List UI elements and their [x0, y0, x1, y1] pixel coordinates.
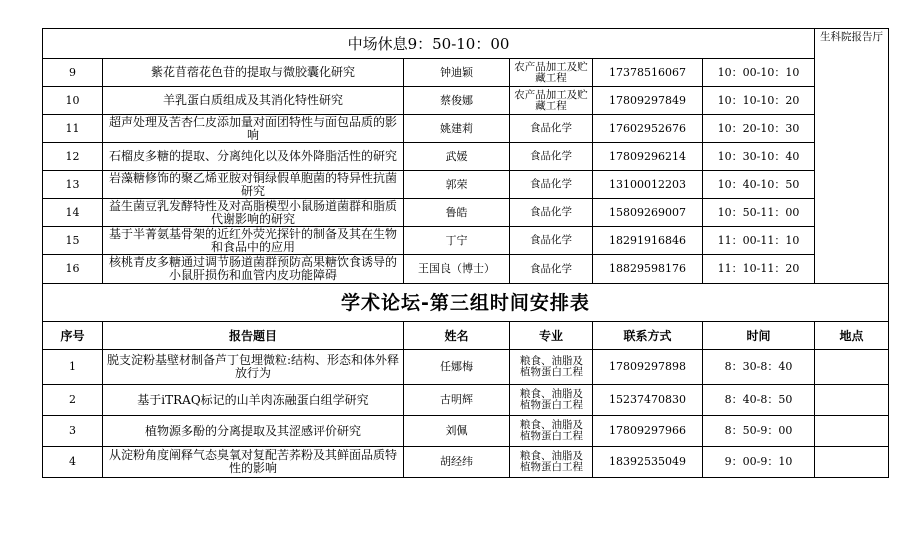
row-number: 4	[43, 447, 103, 478]
report-topic: 羊乳蛋白质组成及其消化特性研究	[103, 87, 404, 115]
presenter-name: 任娜梅	[404, 350, 510, 385]
presenter-name: 钟迪颖	[404, 59, 510, 87]
report-topic: 植物源多酚的分离提取及其涩感评价研究	[103, 416, 404, 447]
section-heading-row	[43, 284, 889, 322]
time-slot: 11：00-11：10	[703, 227, 815, 255]
presenter-name: 姚建莉	[404, 115, 510, 143]
major: 农产品加工及贮藏工程	[510, 59, 593, 87]
row-number: 13	[43, 171, 103, 199]
report-topic: 石榴皮多糖的提取、分离纯化以及体外降脂活性的研究	[103, 143, 404, 171]
row-number: 14	[43, 199, 103, 227]
column-header-topic: 报告题目	[103, 322, 404, 350]
report-topic: 紫花苜蓿花色苷的提取与微胶囊化研究	[103, 59, 404, 87]
contact-phone: 17809297849	[593, 87, 703, 115]
table-row	[43, 255, 889, 284]
section-heading: 学术论坛-第三组时间安排表	[43, 284, 889, 322]
row-number: 1	[43, 350, 103, 385]
time-slot: 11：10-11：20	[703, 255, 815, 284]
major: 粮食、油脂及植物蛋白工程	[510, 416, 593, 447]
time-slot: 10：30-10：40	[703, 143, 815, 171]
column-header-venue: 地点	[815, 322, 889, 350]
venue-cell	[815, 416, 889, 447]
table-row	[43, 87, 889, 115]
time-slot: 10：40-10：50	[703, 171, 815, 199]
row-number: 2	[43, 385, 103, 416]
break-row	[43, 29, 889, 59]
contact-phone: 17809296214	[593, 143, 703, 171]
time-slot: 10：50-11：00	[703, 199, 815, 227]
major: 食品化学	[510, 115, 593, 143]
row-number: 3	[43, 416, 103, 447]
time-slot: 8：50-9：00	[703, 416, 815, 447]
table-row	[43, 227, 889, 255]
table-row	[43, 199, 889, 227]
time-slot: 8：40-8：50	[703, 385, 815, 416]
time-slot: 8：30-8：40	[703, 350, 815, 385]
column-header-name: 姓名	[404, 322, 510, 350]
report-topic: 基于半菁氨基骨架的近红外荧光探针的制备及其在生物和食品中的应用	[103, 227, 404, 255]
time-slot: 10：10-10：20	[703, 87, 815, 115]
row-number: 12	[43, 143, 103, 171]
table-row	[43, 143, 889, 171]
report-topic: 从淀粉角度阐释气态臭氧对复配苦荞粉及其鲜面品质特性的影响	[103, 447, 404, 478]
table-row	[43, 59, 889, 87]
report-topic: 脱支淀粉基壁材制备芦丁包埋微粒:结构、形态和体外释放行为	[103, 350, 404, 385]
schedule-table	[42, 28, 889, 478]
major: 食品化学	[510, 199, 593, 227]
contact-phone: 13100012203	[593, 171, 703, 199]
presenter-name: 蔡俊娜	[404, 87, 510, 115]
table-row	[43, 447, 889, 478]
schedule-body	[43, 29, 889, 478]
venue-cell: 生科院报告厅	[815, 29, 889, 284]
major: 食品化学	[510, 143, 593, 171]
row-number: 16	[43, 255, 103, 284]
break-text: 中场休息9：50-10：00	[43, 29, 815, 59]
row-number: 15	[43, 227, 103, 255]
table-row	[43, 350, 889, 385]
contact-phone: 15237470830	[593, 385, 703, 416]
presenter-name: 丁宁	[404, 227, 510, 255]
venue-cell	[815, 447, 889, 478]
venue-cell	[815, 385, 889, 416]
major: 粮食、油脂及植物蛋白工程	[510, 385, 593, 416]
major: 农产品加工及贮藏工程	[510, 87, 593, 115]
column-header-major: 专业	[510, 322, 593, 350]
presenter-name: 武媛	[404, 143, 510, 171]
column-header-phone: 联系方式	[593, 322, 703, 350]
major: 粮食、油脂及植物蛋白工程	[510, 350, 593, 385]
contact-phone: 17378516067	[593, 59, 703, 87]
major: 食品化学	[510, 255, 593, 284]
presenter-name: 王国良（博士）	[404, 255, 510, 284]
row-number: 10	[43, 87, 103, 115]
table-row	[43, 416, 889, 447]
table-row	[43, 171, 889, 199]
contact-phone: 18291916846	[593, 227, 703, 255]
presenter-name: 刘佩	[404, 416, 510, 447]
contact-phone: 18392535049	[593, 447, 703, 478]
time-slot: 10：00-10：10	[703, 59, 815, 87]
contact-phone: 17602952676	[593, 115, 703, 143]
contact-phone: 17809297898	[593, 350, 703, 385]
presenter-name: 郭荣	[404, 171, 510, 199]
presenter-name: 鲁皓	[404, 199, 510, 227]
contact-phone: 17809297966	[593, 416, 703, 447]
venue-cell	[815, 350, 889, 385]
row-number: 11	[43, 115, 103, 143]
time-slot: 9：00-9：10	[703, 447, 815, 478]
report-topic: 岩藻糖修饰的聚乙烯亚胺对铜绿假单胞菌的特异性抗菌研究	[103, 171, 404, 199]
time-slot: 10：20-10：30	[703, 115, 815, 143]
major: 食品化学	[510, 171, 593, 199]
report-topic: 核桃青皮多糖通过调节肠道菌群预防高果糖饮食诱导的小鼠肝损伤和血管内皮功能障碍	[103, 255, 404, 284]
major: 食品化学	[510, 227, 593, 255]
column-header-time: 时间	[703, 322, 815, 350]
report-topic: 基于iTRAQ标记的山羊肉冻融蛋白组学研究	[103, 385, 404, 416]
contact-phone: 18829598176	[593, 255, 703, 284]
presenter-name: 胡经纬	[404, 447, 510, 478]
contact-phone: 15809269007	[593, 199, 703, 227]
report-topic: 益生菌豆乳发酵特性及对高脂模型小鼠肠道菌群和脂质代谢影响的研究	[103, 199, 404, 227]
table-row	[43, 385, 889, 416]
report-topic: 超声处理及苦杏仁皮添加量对面团特性与面包品质的影响	[103, 115, 404, 143]
row-number: 9	[43, 59, 103, 87]
column-header-no: 序号	[43, 322, 103, 350]
presenter-name: 古明辉	[404, 385, 510, 416]
major: 粮食、油脂及植物蛋白工程	[510, 447, 593, 478]
table-row	[43, 115, 889, 143]
header-row	[43, 322, 889, 350]
